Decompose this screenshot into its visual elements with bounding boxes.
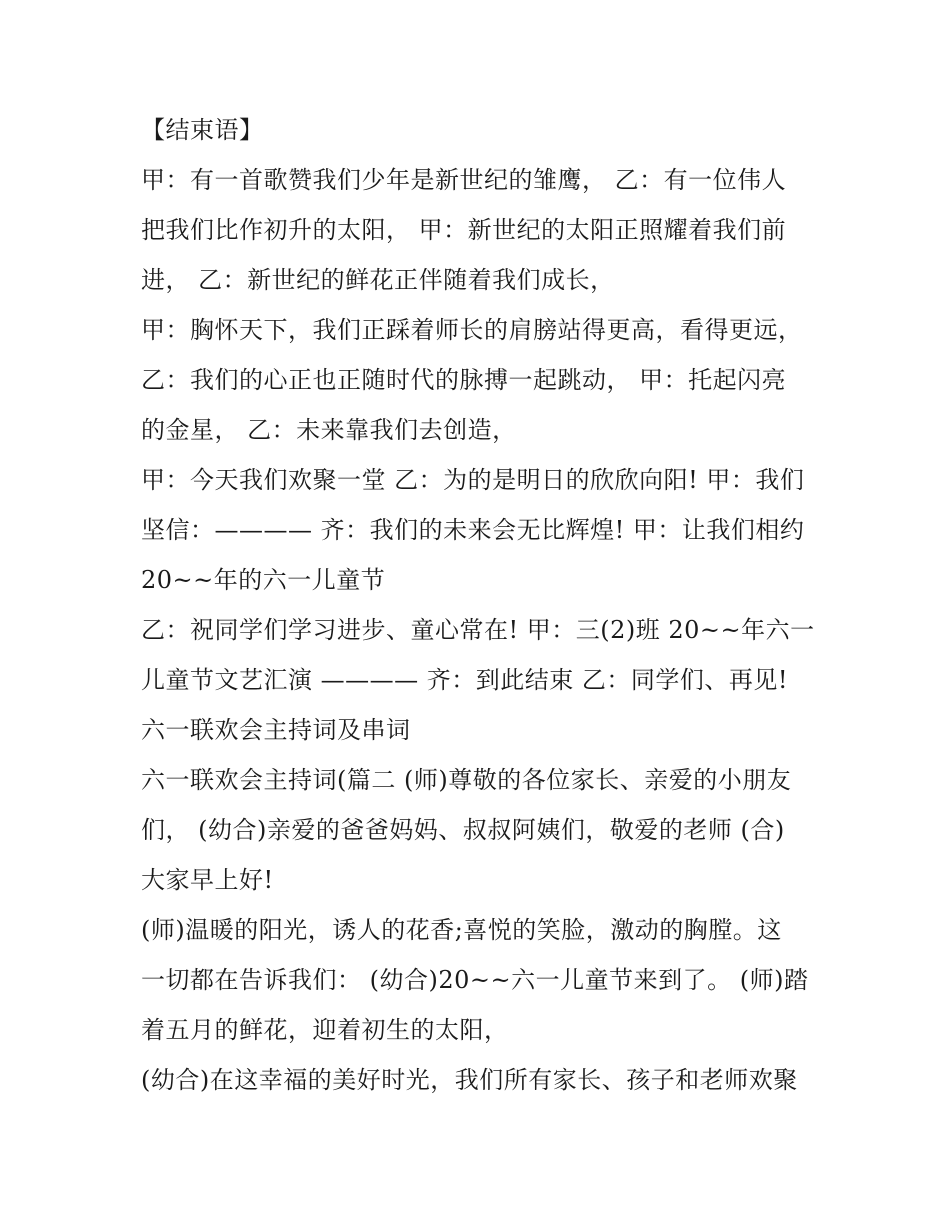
text-line: (幼合)在这幸福的美好时光，我们所有家长、孩子和老师欢聚: [141, 1066, 798, 1094]
text-line: 的金星， 乙：未来靠我们去创造，: [141, 416, 517, 444]
section-heading: 【结束语】: [141, 116, 264, 144]
subtitle-line: 六一联欢会主持词及串词: [141, 716, 411, 744]
text-line: 坚信：———— 齐：我们的未来会无比辉煌! 甲：让我们相约: [141, 516, 805, 544]
text-line: 六一联欢会主持词(篇二 (师)尊敬的各位家长、亲爱的小朋友: [141, 766, 792, 794]
text-line: (师)温暖的阳光，诱人的花香;喜悦的笑脸，激动的胸膛。这: [141, 916, 782, 944]
text-line: 20~~年的六一儿童节: [141, 566, 386, 594]
text-line: 们， (幼合)亲爱的爸爸妈妈、叔叔阿姨们，敬爱的老师 (合): [141, 816, 785, 844]
text-line: 儿童节文艺汇演 ———— 齐：到此结束 乙：同学们、再见!: [141, 666, 789, 694]
text-line: 甲：今天我们欢聚一堂 乙：为的是明日的欣欣向阳! 甲：我们: [141, 466, 805, 494]
text-line: 着五月的鲜花，迎着初生的太阳，: [141, 1016, 509, 1044]
text-line: 一切都在告诉我们： (幼合)20~~六一儿童节来到了。 (师)踏: [141, 966, 809, 994]
text-line: 甲：胸怀天下，我们正踩着师长的肩膀站得更高，看得更远，: [141, 316, 803, 344]
text-line: 进， 乙：新世纪的鲜花正伴随着我们成长，: [141, 266, 615, 294]
text-line: 甲：有一首歌赞我们少年是新世纪的雏鹰， 乙：有一位伟人: [141, 166, 787, 194]
text-line: 乙：我们的心正也正随时代的脉搏一起跳动， 甲：托起闪亮: [141, 366, 787, 394]
text-line: 大家早上好!: [141, 866, 274, 894]
text-line: 把我们比作初升的太阳， 甲：新世纪的太阳正照耀着我们前: [141, 216, 787, 244]
text-line: 乙：祝同学们学习进步、童心常在! 甲：三(2)班 20~~年六一: [141, 616, 815, 644]
